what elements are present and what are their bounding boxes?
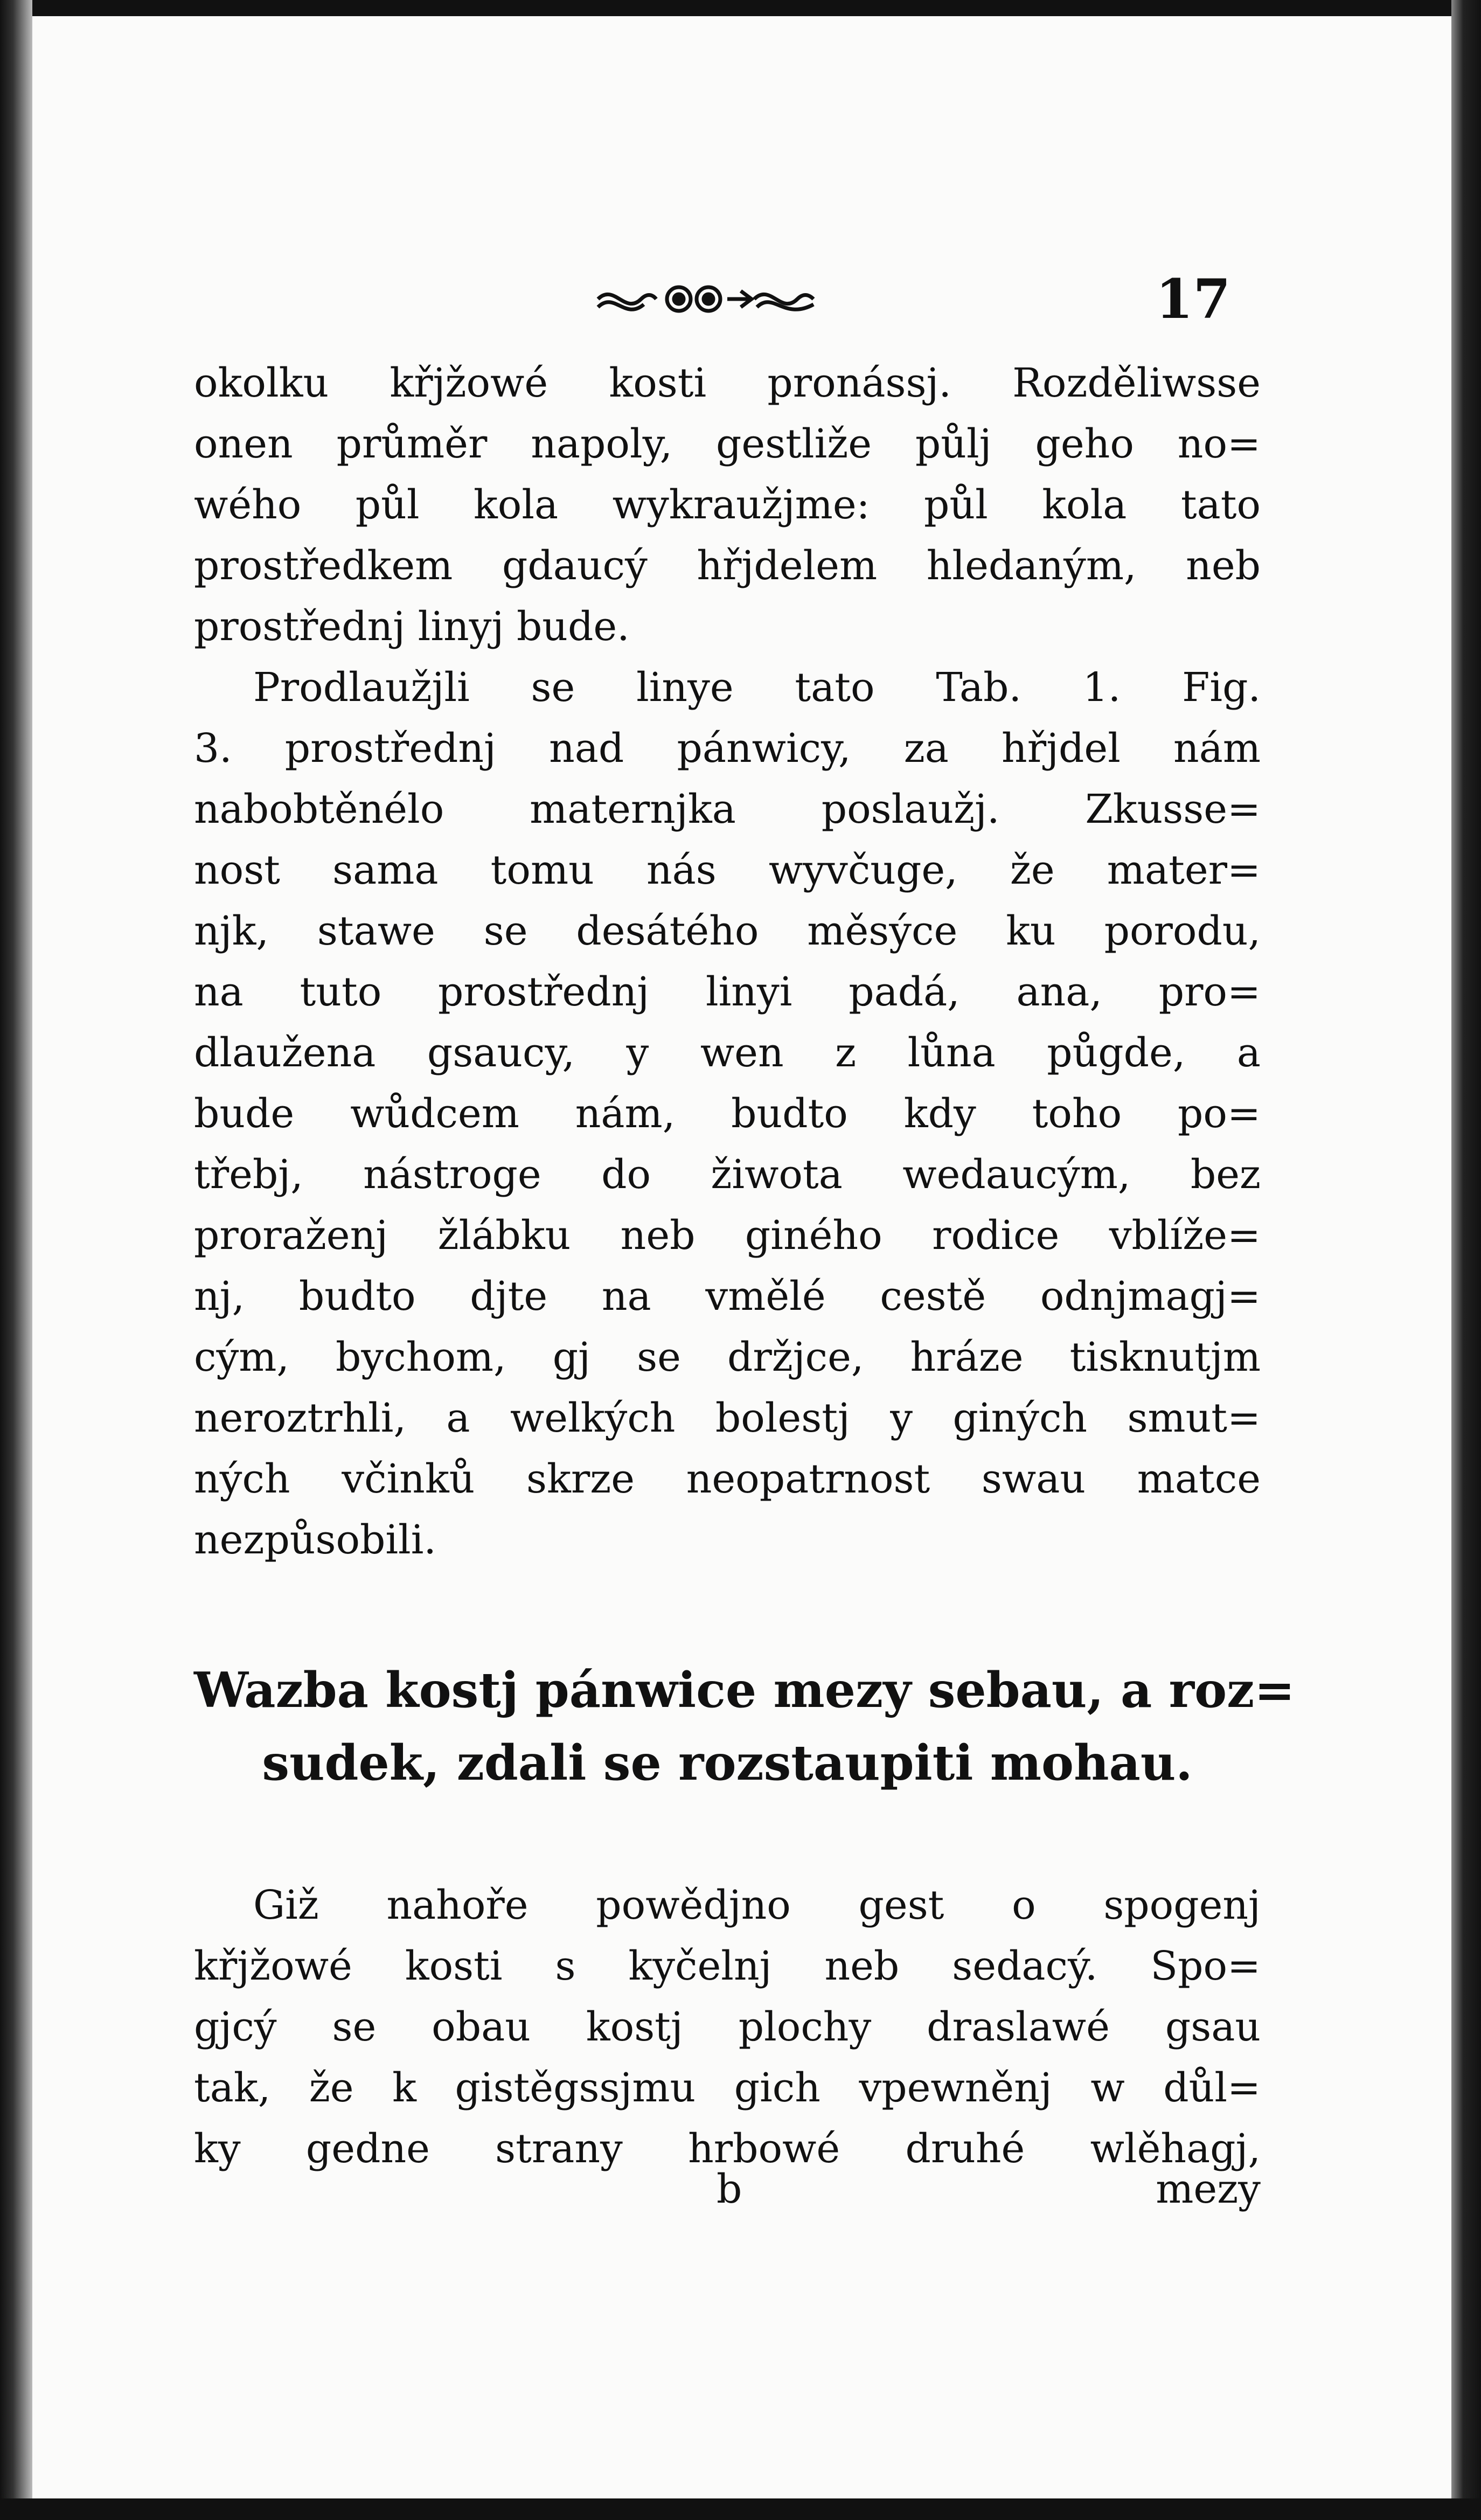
text-line: na tuto prostřednj linyi padá, ana, pro= [194,969,1261,1015]
text-line: 3. prostřednj nad pánwicy, za hřjdel nám [194,725,1261,772]
body-paragraph-1 [194,353,1261,657]
text-line: ky gedne strany hrbowé druhé wlěhagj, [194,2126,1261,2172]
text-line: prostřednj linyj bude. [194,603,630,650]
heading-line: sudek, zdali se rozstaupiti mohau. [262,1734,1193,1792]
text-line: bude wůdcem nám, budto kdy toho po= [194,1091,1261,1137]
text-line: cým, bychom, gj se držjce, hráze tisknutjm [194,1334,1261,1380]
text-line: njk, stawe se desátého měsýce ku porodu, [194,908,1261,954]
text-line: wého půl kola wykraužjme: půl kola tato [194,482,1261,528]
text-line: neroztrhli, a welkých bolestj y giných smut= [194,1395,1261,1441]
signature-mark: b [717,2166,742,2212]
text-line: nj, budto djte na vmělé cestě odnjmagj= [194,1273,1261,1320]
text-line: křjžowé kosti s kyčelnj neb sedacý. Spo= [194,1943,1261,1989]
body-paragraph-2 [194,657,1261,1571]
decorative-ornament-icon [593,275,819,323]
catchword: mezy [1156,2166,1261,2212]
text-line: ných včinků skrze neopatrnost swau matce [194,1456,1261,1502]
text-line: nezpůsobili. [194,1517,436,1563]
page-footer [194,2166,1261,2231]
text-line: proraženj žlábku neb giného rodice vblíže= [194,1212,1261,1259]
scan-border-right [1451,0,1481,2520]
scan-border-left [0,0,32,2520]
text-line: onen průměr napoly, gestliže půlj geho no= [194,421,1261,467]
text-line: třebj, nástroge do žiwota wedaucým, bez [194,1151,1261,1198]
scan-border-top [0,0,1481,16]
page-header [32,264,1451,334]
text-line: Giž nahoře powědjno gest o spogenj [253,1882,1261,1928]
section-heading [194,1654,1295,1800]
text-line: dlaužena gsaucy, y wen z lůna půgde, a [194,1030,1261,1076]
text-line: prostředkem gdaucý hřjdelem hledaným, neb [194,543,1261,589]
heading-line: Wazba kostj pánwice mezy sebau, a roz= [194,1662,1295,1719]
text-line: tak, že k gistěgssjmu gich vpewněnj w důl= [194,2065,1261,2111]
text-line: nabobtěnélo maternjka poslaužj. Zkusse= [194,786,1261,832]
page-number: 17 [1156,267,1231,331]
book-page [32,16,1451,2498]
text-line: nost sama tomu nás wyvčuge, že mater= [194,847,1261,893]
text-line: okolku křjžowé kosti pronássj. Rozděliwsse [194,360,1261,406]
text-line: Prodlaužjli se linye tato Tab. 1. Fig. [253,664,1261,711]
text-line: gjcý se obau kostj plochy draslawé gsau [194,2004,1261,2050]
scan-border-bottom [0,2498,1481,2520]
body-paragraph-3 [194,1875,1261,2179]
